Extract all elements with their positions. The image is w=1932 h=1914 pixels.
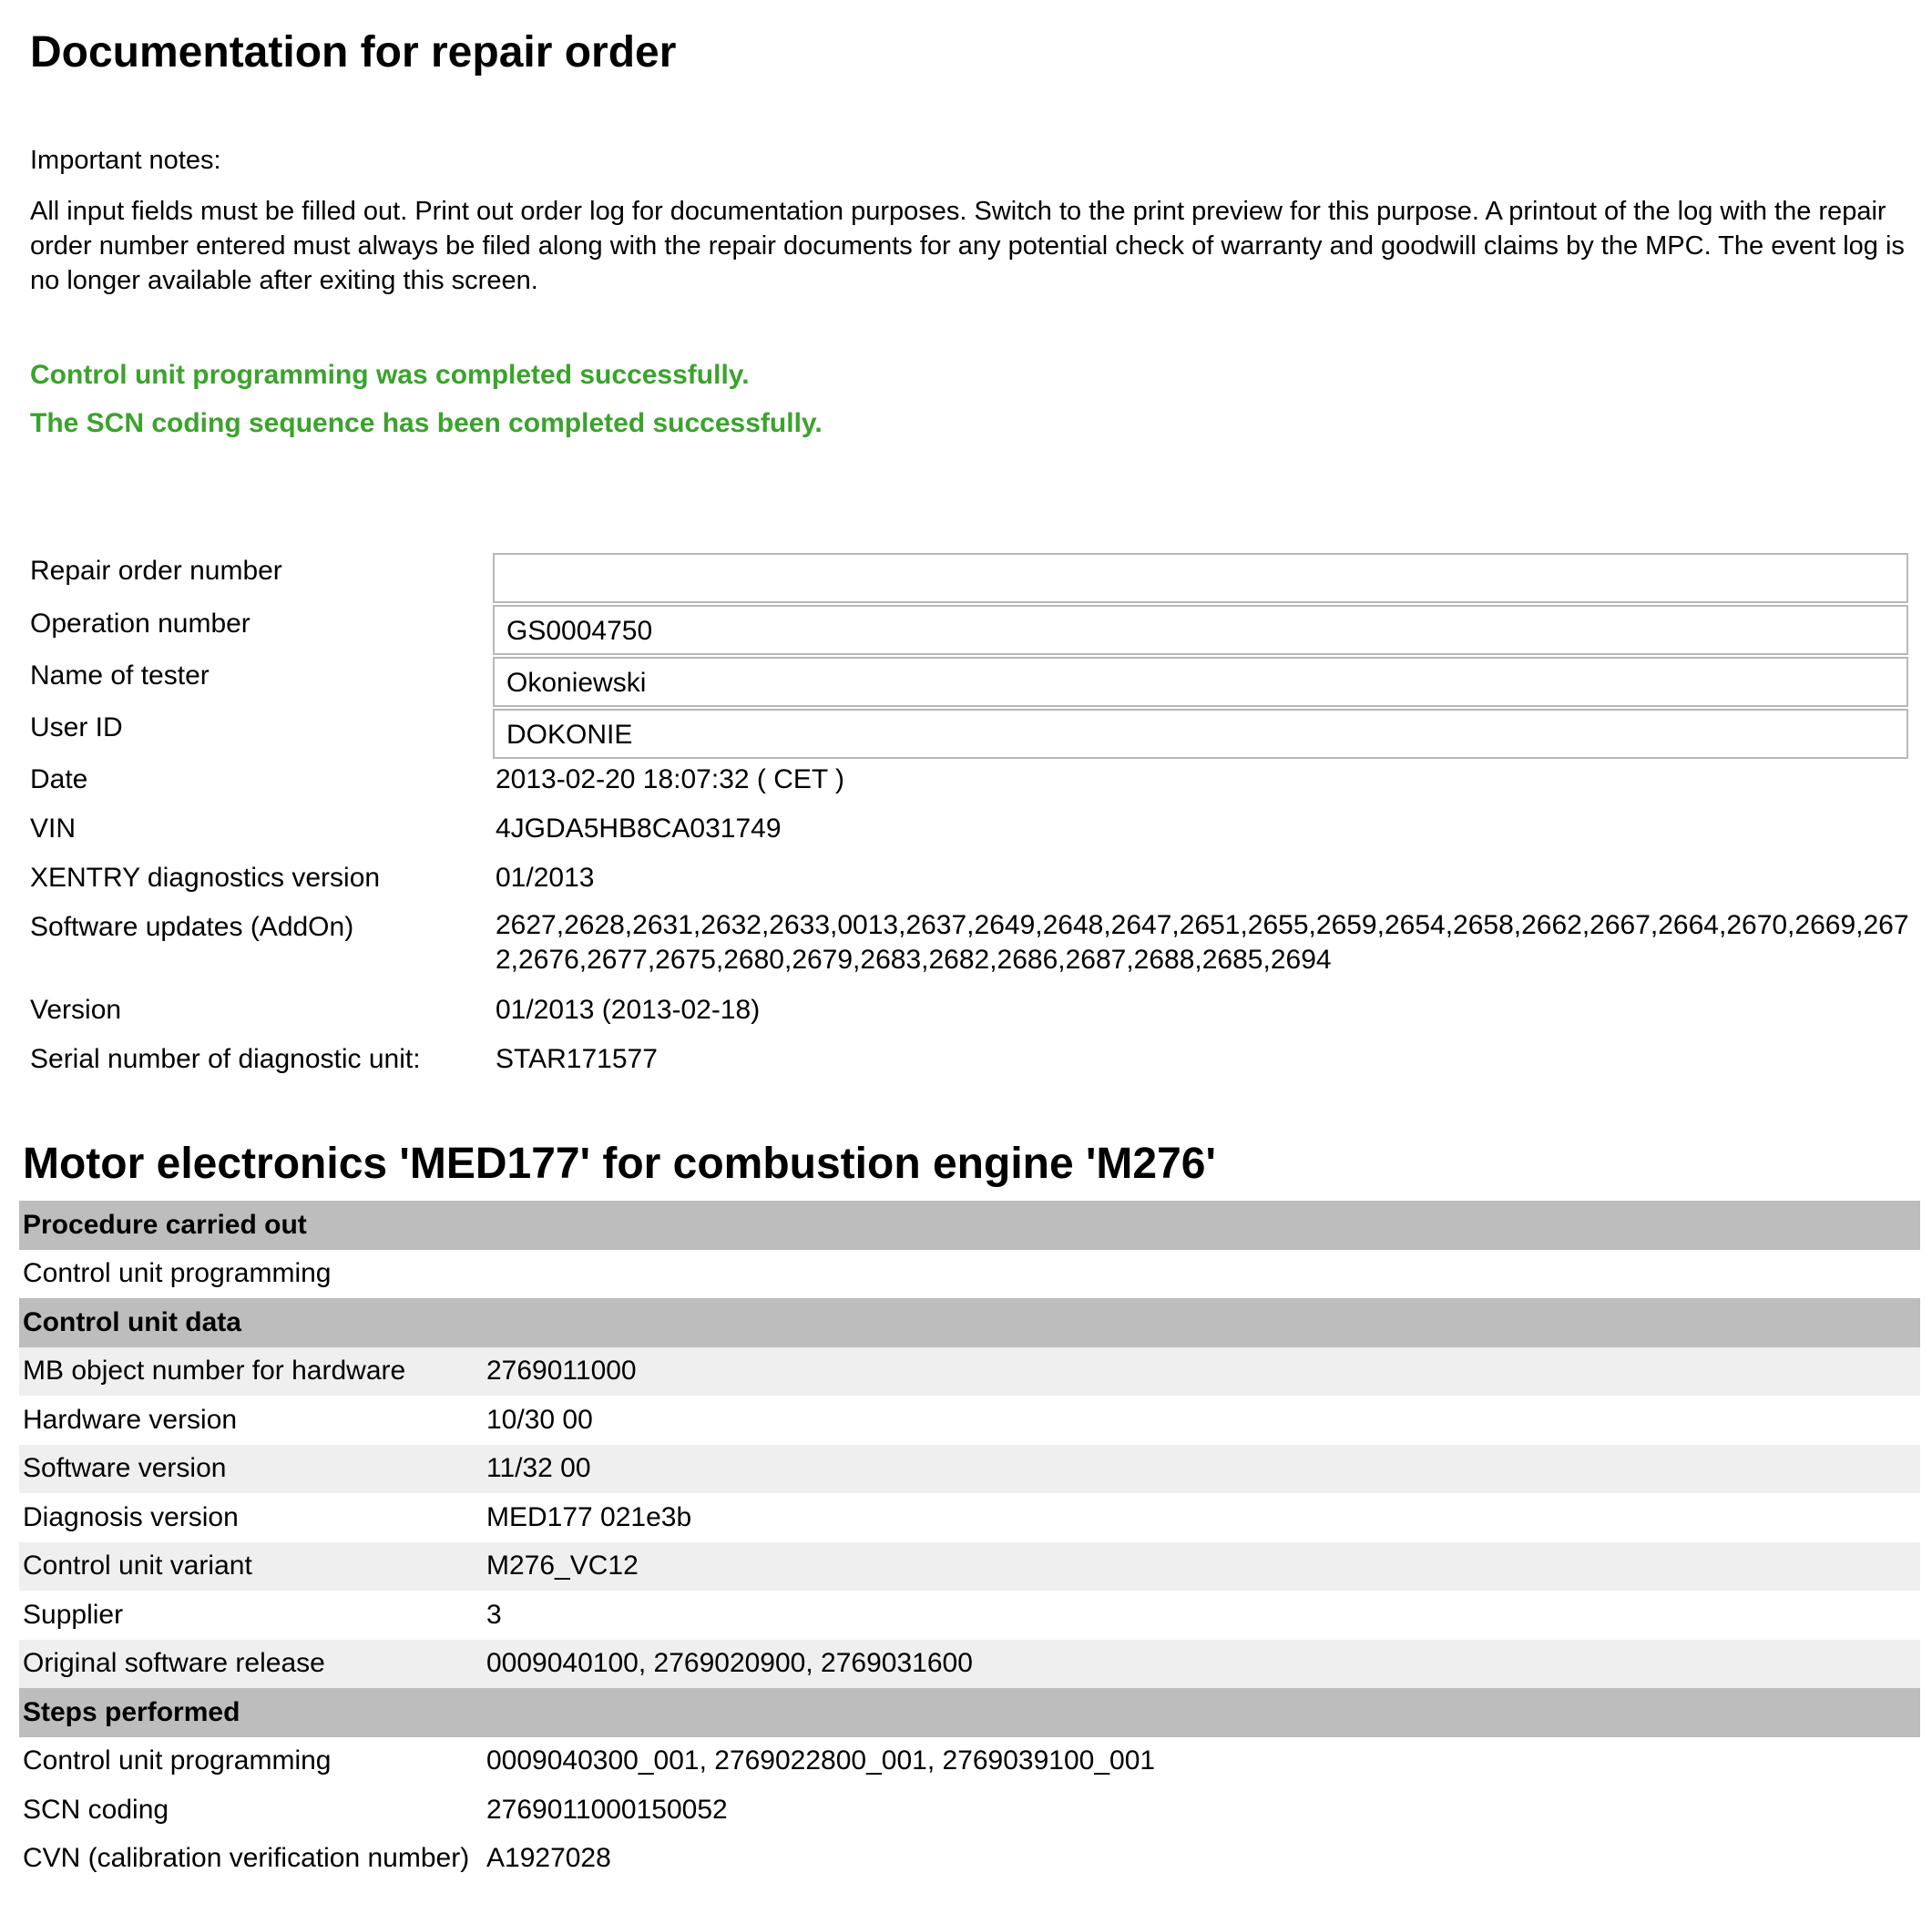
row-value: 0009040300_001, 2769022800_001, 2769039100_001 xyxy=(486,1745,1156,1776)
tester-name-field[interactable]: Okoniewski xyxy=(493,657,1908,707)
table-row xyxy=(19,1347,1920,1397)
row-value: MED177 021e3b xyxy=(486,1501,692,1532)
table-row xyxy=(19,1493,1920,1542)
procedure-row xyxy=(19,1250,1920,1299)
user-id-field[interactable]: DOKONIE xyxy=(493,709,1908,759)
row-label: SCN coding xyxy=(23,1794,169,1825)
table-row xyxy=(19,1835,1920,1884)
row-value: A1927028 xyxy=(486,1843,611,1874)
row-label: MB object number for hardware xyxy=(19,1347,483,1397)
operation-number-label: Operation number xyxy=(30,609,250,639)
operation-number-field[interactable]: GS0004750 xyxy=(493,605,1908,655)
notes-heading: Important notes: xyxy=(30,146,221,175)
row-label: Software version xyxy=(19,1445,483,1494)
cu-header-row xyxy=(19,1298,1920,1347)
steps-header-row xyxy=(19,1688,1920,1737)
serial-value: STAR171577 xyxy=(496,1044,658,1074)
row-label: CVN (calibration verification number) xyxy=(23,1843,470,1874)
row-value: 2769011000 xyxy=(483,1347,1920,1397)
programming-success-message: Control unit programming was completed successfully. xyxy=(30,360,750,390)
row-value: M276_VC12 xyxy=(483,1542,1920,1592)
row-label: Control unit variant xyxy=(19,1542,483,1592)
table-row xyxy=(19,1786,1920,1835)
version-value: 01/2013 (2013-02-18) xyxy=(496,995,761,1025)
section-title: Motor electronics 'MED177' for combustion engine 'M276' xyxy=(23,1140,1216,1188)
repair-order-label: Repair order number xyxy=(30,556,282,586)
tester-name-label: Name of tester xyxy=(30,660,210,691)
addon-value: 2627,2628,2631,2632,2633,0013,2637,2649,2648,2647,2651,2655,2659,2654,2658,2662,2667,2664,2670,2669,2672,2676,2677,2675,2680,2679,2683,2682,2686,2687,2688,2685,2694 xyxy=(496,910,1909,975)
page-title: Documentation for repair order xyxy=(30,28,677,77)
procedure-value: Control unit programming xyxy=(23,1258,332,1289)
row-label: Control unit programming xyxy=(23,1745,332,1776)
serial-label: Serial number of diagnostic unit: xyxy=(30,1044,421,1074)
table-row xyxy=(19,1445,1920,1494)
addon-label: Software updates (AddOn) xyxy=(30,912,354,942)
row-value: 3 xyxy=(486,1599,502,1630)
table-row xyxy=(19,1737,1920,1786)
scn-success-message: The SCN coding sequence has been completed successfully. xyxy=(30,408,823,438)
date-value: 2013-02-20 18:07:32 ( CET ) xyxy=(496,764,845,794)
table-row xyxy=(19,1640,1920,1689)
row-label: Hardware version xyxy=(23,1404,238,1435)
table-row xyxy=(19,1542,1920,1592)
cu-header: Control unit data xyxy=(19,1298,1920,1347)
row-label: Diagnosis version xyxy=(23,1501,239,1532)
row-value: 11/32 00 xyxy=(483,1445,1920,1494)
procedure-header: Procedure carried out xyxy=(19,1201,1920,1250)
table-row xyxy=(19,1396,1920,1445)
row-value: 10/30 00 xyxy=(486,1404,593,1435)
date-label: Date xyxy=(30,764,88,794)
row-label: Supplier xyxy=(23,1599,124,1630)
row-value: 2769011000150052 xyxy=(486,1794,728,1825)
vin-label: VIN xyxy=(30,814,77,844)
repair-order-input[interactable] xyxy=(493,553,1908,603)
xentry-version-label: XENTRY diagnostics version xyxy=(30,863,381,893)
row-label: Original software release xyxy=(19,1640,483,1689)
user-id-label: User ID xyxy=(30,712,123,742)
vin-value: 4JGDA5HB8CA031749 xyxy=(496,814,782,844)
procedure-header-row xyxy=(19,1201,1920,1250)
xentry-version-value: 01/2013 xyxy=(496,863,595,893)
control-unit-table xyxy=(19,1201,1920,1883)
version-label: Version xyxy=(30,995,122,1025)
table-row xyxy=(19,1591,1920,1640)
row-value: 0009040100, 2769020900, 2769031600 xyxy=(483,1640,1920,1689)
steps-header: Steps performed xyxy=(19,1688,1920,1737)
notes-body: All input fields must be filled out. Print out order log for documentation purposes. Switch to the print preview for this purpose. A printout of the log with the repair order number entered must always be filed along with the repair documents for any potential check of warranty and goodwill claims by the MPC. The event log is no longer available after exiting this screen. xyxy=(30,197,1905,295)
